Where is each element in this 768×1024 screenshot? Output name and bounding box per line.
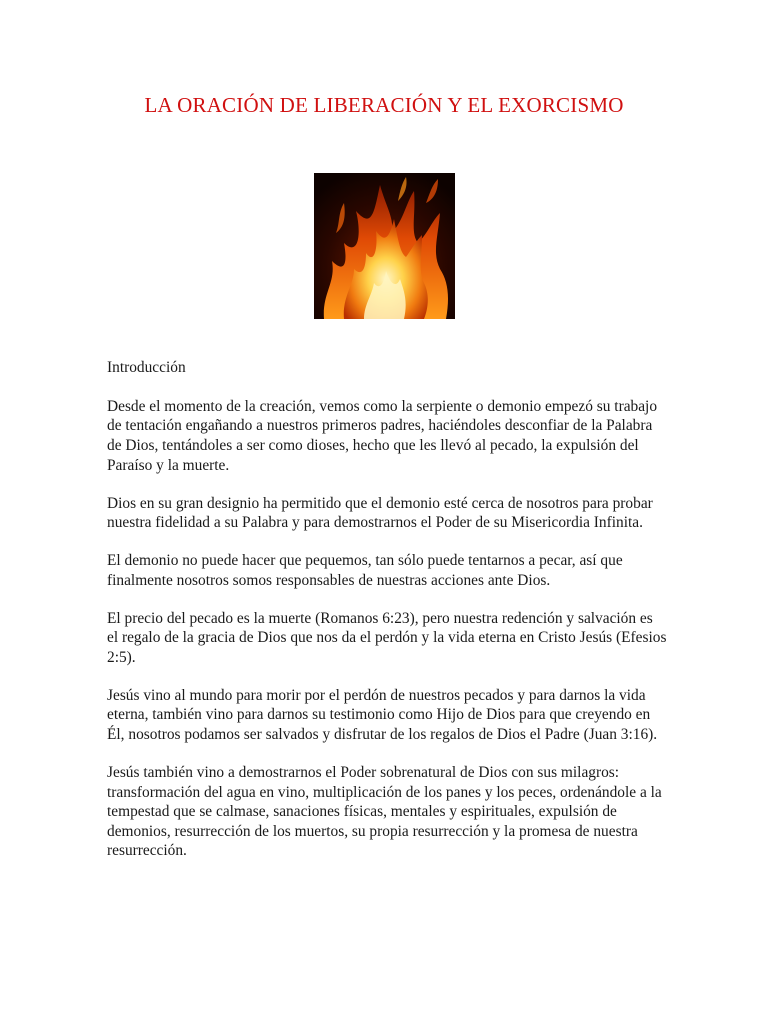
flame-icon [314, 173, 455, 319]
paragraph: El demonio no puede hacer que pequemos, tan sólo puede tentarnos a pecar, así que finalmente nosotros somos responsables de nuestras acciones ante Dios. [107, 552, 623, 589]
section-heading-introduccion: Introducción [107, 359, 186, 376]
paragraph: Desde el momento de la creación, vemos como la serpiente o demonio empezó su trabajo de tentación engañando a nuestros primeros padres, haciéndoles desconfiar de la Palabra de Dios, tentándoles a ser como dioses, hecho que les llevó al pecado, la expulsión del Paraíso y la muerte. [107, 397, 658, 474]
paragraph: El precio del pecado es la muerte (Romanos 6:23), pero nuestra redención y salvación es el regalo de la gracia de Dios que nos da el perdón y la vida eterna en Cristo Jesús (Efesios 2:5). [107, 609, 667, 666]
paragraph: Dios en su gran designio ha permitido que el demonio esté cerca de nosotros para probar nuestra fidelidad a su Palabra y para demostrarnos el Poder de su Misericordia Infinita. [107, 494, 653, 532]
document-body [107, 358, 667, 879]
fire-image [314, 173, 455, 319]
paragraph: Jesús vino al mundo para morir por el perdón de nuestros pecados y para darnos la vida eterna, también vino para darnos su testimonio como Hijo de Dios para que creyendo en Él, nosotros podamos ser salvados y disfrutar de los regalos de Dios el Padre (Juan 3:16). [107, 686, 658, 744]
paragraph: Jesús también vino a demostrarnos el Poder sobrenatural de Dios con sus milagros: transformación del agua en vino, multiplicación de los panes y los peces, ordenándole a la tempestad que se calmase, sanaciones físicas, mentales y espirituales, expulsión de demonios, resurrección de los muertos, su propia resurrección y la promesa de nuestra resurrección. [107, 764, 662, 860]
page-title: LA ORACIÓN DE LIBERACIÓN Y EL EXORCISMO [144, 93, 624, 117]
